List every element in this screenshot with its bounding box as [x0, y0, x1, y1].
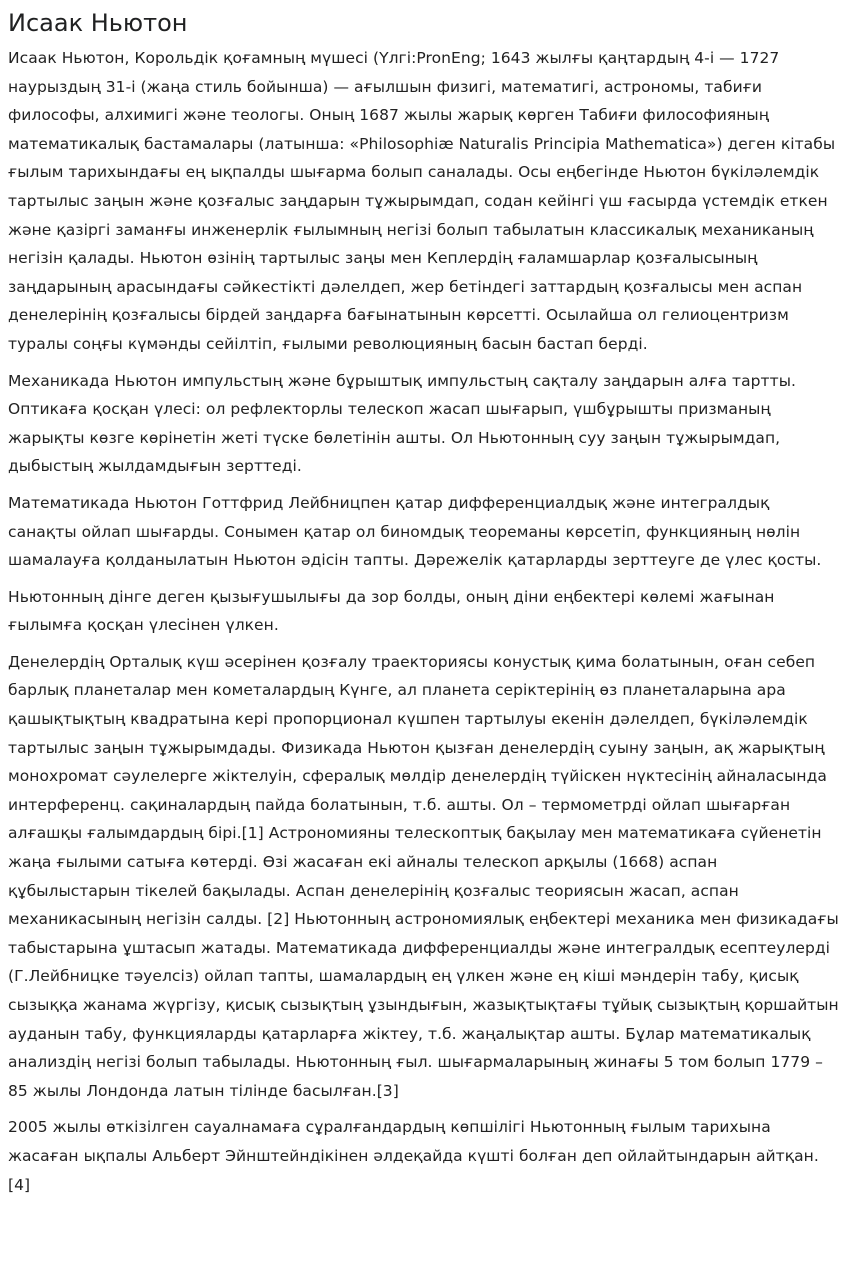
paragraph-mathematics: Математикада Ньютон Готтфрид Лейбницпен қатар дифференциалдық және интегралдық санақты ойлап шығарды. Сонымен қатар ол биномдық теореманы көрсетіп, функцияның нөлін шамалауға қолданылатын Ньютон әдісін тапты. Дәрежелік қатарларды зерттеуге де үлес қосты. — [8, 493, 822, 570]
page-title: Исаак Ньютон — [8, 9, 188, 37]
paragraph-physics-astronomy: Денелердің Орталық күш әсерінен қозғалу траекториясы конустық қима болатынын, оған себеп барлық планеталар мен кометалардың Күнге, ал планета серіктерінің өз планеталарына ара қашықтықтың квадратына кері пропорционал күшпен тартылуы екенін дәлелдеп, бүкіләлемдік тартылыс заңын тұжырымдады. Физикада Ньютон қызған денелердің суыну заңын, ақ жарықтың монохромат сәулелерге жіктелуін, сфералық мөлдір денелердің түйіскен нүктесінің айналасында интерференц. сақиналардың пайда болатынын, т.б. ашты. Ол – термометрді ойлап шығарған алғашқы ғалымдардың бірі.[1] Астрономияны телескоптық бақылау мен математикаға сүйенетін жаңа ғылыми сатыға көтерді. Өзі жасаған екі айналы телескоп арқылы (1668) аспан құбылыстарын тікелей бақылады. Аспан денелерінің қозғалыс теориясын жасап, аспан механикасының негізін салды. [2] Ньютонның астрономиялық еңбектері механика мен физикадағы табыстарына ұштасып жатады. Математикада дифференциалды және интегралдық есептеулерді (Г.Лейбницке тәуелсіз) ойлап тапты, шамалардың ең үлкен және ең кіші мәндерін табу, қисық сызыққа жанама жүргізу, қисық сызықтың ұзындығын, жазықтықтағы тұйық сызықтың қоршайтын ауданын табу, функцияларды қатарларға жіктеу, т.б. жаңалықтар ашты. Бұлар математикалық анализдің негізі болып табылады. Ньютонның ғыл. шығармаларының жинағы 5 том болып 1779 – 85 жылы Лондонда латын тілінде басылған.[3] — [8, 652, 839, 1100]
paragraph-mechanics-optics: Механикада Ньютон импульстың және бұрыштық импульстың сақталу заңдарын алға тартты. Оптикаға қосқан үлесі: ол рефлекторлы телескоп жасап шығарып, үшбұрышты призманың жарықты көзге көрінетін жеті түске бөлетінін ашты. Ол Ньютонның суу заңын тұжырымдап, дыбыстың жылдамдығын зерттеді. — [8, 371, 796, 476]
paragraph-survey: 2005 жылы өткізілген сауалнамаға сұралғандардың көпшілігі Ньютонның ғылым тарихына жасаған ықпалы Альберт Эйнштейндікінен әлдеқайда күшті болған деп ойлайтындарын айтқан.[4] — [8, 1118, 819, 1194]
paragraph-intro: Исаак Ньютон, Корольдік қоғамның мүшесі (Үлгі:PronEng; 1643 жылғы қаңтардың 4-і — 1727 наурыздың 31-і (жаңа стиль бойынша) — ағылшын физигі, математигі, астрономы, табиғи философы, алхимигі және теологы. Оның 1687 жылы жарық көрген Табиғи философияның математикалық бастамалары (латынша: «Philosophiæ Naturalis Principia Mathematica») деген кітабы ғылым тарихындағы ең ықпалды шығарма болып саналады. Осы еңбегінде Ньютон бүкіләлемдік тартылыс заңын және қозғалыс заңдарын тұжырымдап, содан кейінгі үш ғасырда үстемдік еткен және қазіргі заманғы инженерлік ғылымның негізі болып табылатын классикалық механиканың негізін қалады. Ньютон өзінің тартылыс заңы мен Кеплердің ғаламшарлар қозғалысының заңдарының арасындағы сәйкестікті дәлелдеп, жер бетіндегі заттардың қозғалысы мен аспан денелерінің қозғалысы бірдей заңдарға бағынатынын көрсетті. Осылайша ол гелиоцентризм туралы соңғы күмәнды сейілтіп, ғылыми революцияның басын бастап берді. — [8, 49, 836, 353]
paragraph-religion: Ньютонның дінге деген қызығушылығы да зор болды, оның діни еңбектері көлемі жағынан ғылымға қосқан үлесінен үлкен. — [8, 587, 775, 635]
